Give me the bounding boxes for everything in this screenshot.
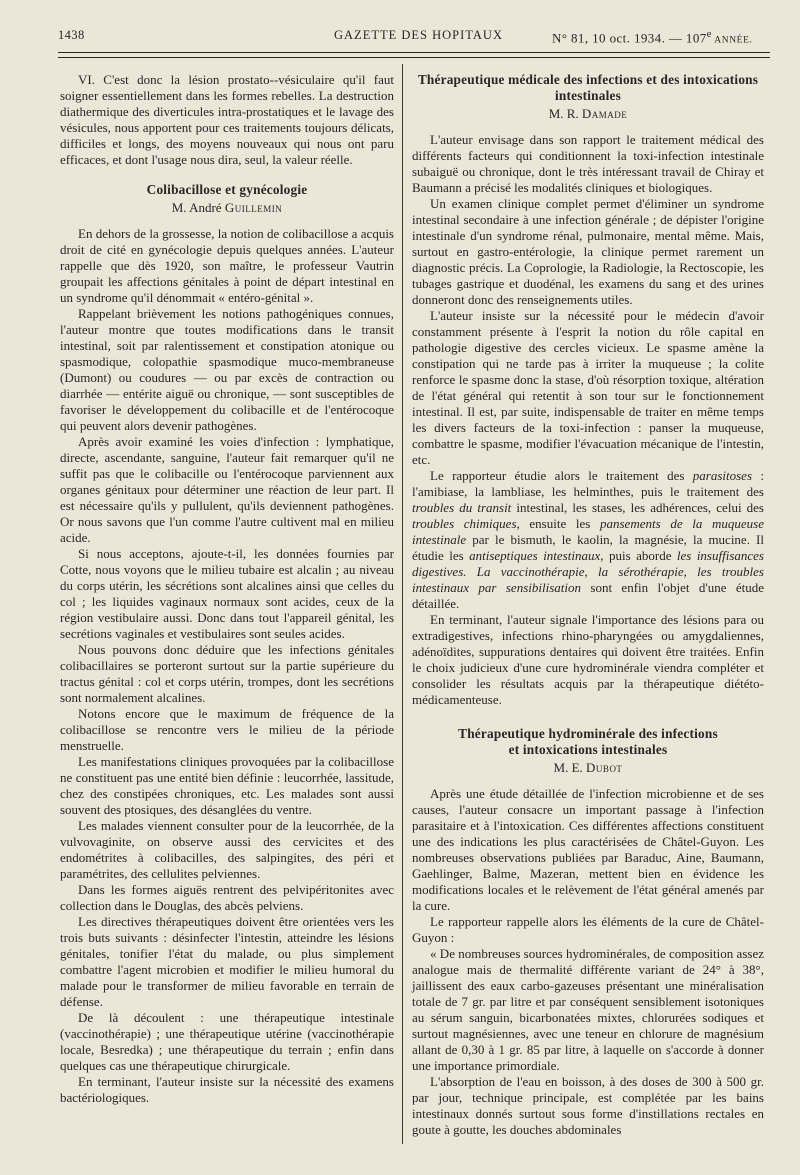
paragraph: En dehors de la grossesse, la notion de colibacillose a acquis droit de cité en gynécologie depuis quelques années. L'auteur rappelle que dès 1920, son maître, le professeur Vautrin groupait les affections génitales à point de départ intestinal en un syndrome qu'il dénommait « entéro-génital ». [60, 226, 394, 305]
intro-paragraph: VI. C'est donc la lésion prostato--vésiculaire qu'il faut soigner essentiellement dans les formes rebelles. La destruction diathermique des diverticules intra-prostatiques et le lavage des vésicules, nous apportent pour ces traitements toujours délicats, difficiles et longs, des moyens nouveaux qui nous ont paru efficaces, et dont l'usage nous dira, seul, la valeur réelle. [60, 72, 394, 167]
text-run-italic: troubles du transit [412, 500, 512, 515]
paragraph: Nous pouvons donc déduire que les infections génitales colibacillaires se porteront surtout sur la partie supérieure du tractus génital : col et corps utérin, trompes, dont les secrétions sont normalement alcalines. [60, 642, 394, 705]
text-run-italic: pansements de la muqueuse intestinale [412, 516, 765, 547]
paragraph: Dans les formes aiguës rentrent des pelvipéritonites avec collection dans le Douglas, des abcès pelviens. [60, 882, 394, 913]
text-run-italic: troubles chimiques [412, 516, 517, 531]
page-number: 1438 [58, 28, 85, 42]
text-run-italic: parasitoses [692, 468, 753, 483]
section-title-colibacillose: Colibacillose et gynécologie [146, 182, 308, 197]
paragraph: En terminant, l'auteur insiste sur la nécessité des examens bactériologiques. [60, 1074, 394, 1105]
paragraph: Un examen clinique complet permet d'éliminer un syndrome intestinal secondaire à une infection générale ; de dépister l'origine intestinale d'un syndrome rénal, pulmonaire, mental même. Mais, surtout en gastro-entérologie, la clinique permet rarement un diagnostic précis. La Coprologie, la Radiologie, la Rectoscopie, les tubages gastrique et duodénal, les examens du sang et des urines donneront donc des renseignements utiles. [412, 196, 764, 307]
paragraph: Notons encore que le maximum de fréquence de la colibacillose se rencontre vers le milieu de la période menstruelle. [60, 706, 394, 753]
paragraph: En terminant, l'auteur signale l'importance des lésions para ou extradigestives, infections rhino-pharyngées ou amygdaliennes, adénoïdites, suppurations dentaires qui doivent être traitées. Enfin le choix judicieux d'une cure hydrominérale viendra compléter et consolider les résultats acquis par la thérapeutique diététo-médicamenteuse. [412, 612, 764, 707]
author-surname: Damade [581, 106, 628, 121]
page-header [58, 26, 768, 50]
author-damade [412, 106, 764, 122]
paragraph: Les manifestations cliniques provoquées par la colibacillose ne constituent pas une entité bien définie : leucorrhée, lassitude, chez des constipées chroniques, etc. Les malades sont aussi souvent des ptosiques, des désanglées du ventre. [60, 754, 394, 817]
text-run: par le bismuth, le kaolin, la magnésie, la mucine. Il étudie les [412, 532, 764, 563]
author-dubot [412, 760, 764, 776]
author-prefix: M. E. [553, 760, 587, 775]
text-run: intestinal, les stases, les adhérences, celui des [511, 500, 764, 515]
paragraph: L'absorption de l'eau en boisson, à des doses de 300 à 500 gr. par jour, technique principale, est complétée par les bains intestinaux donnés surtout sous forme d'instillations rectales en goute à goutte, les douches abdominales [412, 1074, 764, 1137]
paragraph: Après une étude détaillée de l'infection microbienne et de ses causes, l'auteur consacre un important passage à l'infection parasitaire et à l'intoxication. Ces différentes affections constituent une des indications les plus caractérisées de Châtel-Guyon. Les nombreuses observations publiées par Baraduc, Aine, Baumann, Gaehlinger, Balme, Mazeran, mettent bien en évidence les modifications locales et le relèvement de l'état général amenés par la cure. [412, 786, 764, 913]
text-run: Le rapporteur étudie alors le traitement des [430, 468, 693, 483]
column-divider [402, 64, 403, 1144]
title-line: Thérapeutique hydrominérale des infections [458, 726, 718, 741]
paragraph: Le rapporteur rappelle alors les éléments de la cure de Châtel-Guyon : [412, 914, 764, 945]
paragraph: « De nombreuses sources hydrominérales, de composition assez analogue mais de thermalité différente variant de 24° à 38°, jaillissent des eaux carbo-gazeuses présentant une minéralisation totale de 7 gr. par litre et par conséquent sensiblement isotoniques au sérum sanguin, bicarbonatées mixtes, chlorurées sodiques et surtout magnésiennes, avec une teneur en chlorure de magnésium allant de 0,30 à 1 gr. 85 par litre, à laquelle on s'accorde à donner une importance primordiale. [412, 946, 764, 1073]
issue-number: N° 81, 10 oct. 1934. — 107 [552, 30, 707, 46]
issue-superscript: e [706, 28, 712, 40]
paragraph: Rappelant brièvement les notions pathogéniques connues, l'auteur montre que toutes modifications dans le transit intestinal, soit par ralentissement et constipation atonique ou spasmodique, colopathie spasmodique muco-membraneuse (Dumont) ou coudures — ou par excès de contraction ou diarrhée — entérite aiguë ou chronique, — sont susceptibles de favoriser le développement du colibacille et de l'entérocoque qui peuvent alors devenir pathogènes. [60, 306, 394, 433]
section-title-therapeutique-hydrominerale [412, 726, 764, 758]
paragraph [412, 468, 764, 612]
text-run: , puis aborde [600, 548, 677, 563]
journal-title: GAZETTE DES HOPITAUX [334, 28, 503, 42]
title-line: et intoxications intestinales [508, 742, 668, 757]
author-surname: Guillemin [224, 200, 283, 215]
paragraph: Les malades viennent consulter pour de la leucorrhée, de la vulvovaginite, on observe aussi des cervicites et des endométrites à colibacilles, des salpingites, des péri et paramétrites, des cellulites pelviennes. [60, 818, 394, 881]
author-guillemin [60, 200, 394, 216]
paragraph: L'auteur envisage dans son rapport le traitement médical des différents facteurs qui conditionnent la toxi-infection intestinale subaiguë ou chronique, dont le très intéressant travail de Chiray et Baumann a précisé les modalités cliniques et biologiques. [412, 132, 764, 195]
text-run-italic: les insuffisances digestives. La vaccinothérapie, la sérothérapie, les troubles intestinaux par sensibilisation [412, 548, 764, 595]
paragraph: De là découlent : une thérapeutique intestinale (vaccinothérapie) ; une thérapeutique utérine (vaccinothérapie locale, Besredka) ; une thérapeutique du terrain ; enfin dans quelques cas une thérapeutique chirurgicale. [60, 1010, 394, 1073]
paragraph: Les directives thérapeutiques doivent être orientées vers les trois buts suivants : désinfecter l'intestin, atteindre les lésions génitales, tonifier l'état du malade, ou plus simplement combattre l'agent microbien et modifier le milieu humoral du malade pour le transformer de milieu favorable en terrain de défense. [60, 914, 394, 1009]
text-run: sont enfin l'objet d'une étude détaillée. [412, 580, 765, 611]
text-run-italic: antiseptiques intestinaux [469, 548, 601, 563]
left-column [60, 72, 394, 1106]
text-run: : l'amibiase, la lambliase, les helminthes, puis le traitement des [412, 468, 764, 499]
section-title-therapeutique-medicale [412, 72, 764, 104]
issue-annee: ANNÉE. [711, 35, 753, 46]
title-line: Thérapeutique médicale des infections et des intoxications [417, 72, 759, 87]
author-surname: Dubot [586, 760, 623, 775]
issue-info [552, 28, 752, 46]
right-column [412, 72, 764, 1138]
text-run: , ensuite les [516, 516, 600, 531]
author-prefix: M. André [171, 200, 225, 215]
title-line: intestinales [555, 88, 621, 103]
paragraph: L'auteur insiste sur la nécessité pour le médecin d'avoir constamment présente à l'esprit la notion du rôle capital en pathologie digestive des cercles vicieux. Le spasme amène la constipation qui ne tarde pas à irriter la muqueuse ; la colite renforce le spasme donc la stase, d'où résorption toxique, altération de l'état général qui retentit à son tour sur le fonctionnement intestinal. Il est, par suite, indispensable de traiter en même temps les divers facteurs de la toxi-infection : panser la muqueuse, combattre le spasme, modifier l'évacuation mécanique de l'intestin, etc. [412, 308, 764, 467]
author-prefix: M. R. [548, 106, 582, 121]
paragraph: Si nous acceptons, ajoute-t-il, les données fournies par Cotte, nous voyons que le milieu tubaire est alcalin ; au niveau du corps utérin, les sécrétions sont alcalines ainsi que celles du col ; les liquides vaginaux normaux sont acides, ceux de la région vestibulaire aussi. Donc dans tout l'appareil génital, les secrétions vaginales et vestibulaires sont seules acides. [60, 546, 394, 641]
paragraph: Après avoir examiné les voies d'infection : lymphatique, directe, ascendante, sanguine, l'auteur fait remarquer qu'il ne suffit pas que le colibacille ou l'entérocoque parviennent aux organes génitaux pour déterminer une réaction de leur part. Il est nécessaire qu'ils y pullulent, qu'ils deviennent pathogènes. Or nous savons que l'un comme l'autre cultivent mal en milieu acide. [60, 434, 394, 545]
header-rule [58, 52, 770, 58]
